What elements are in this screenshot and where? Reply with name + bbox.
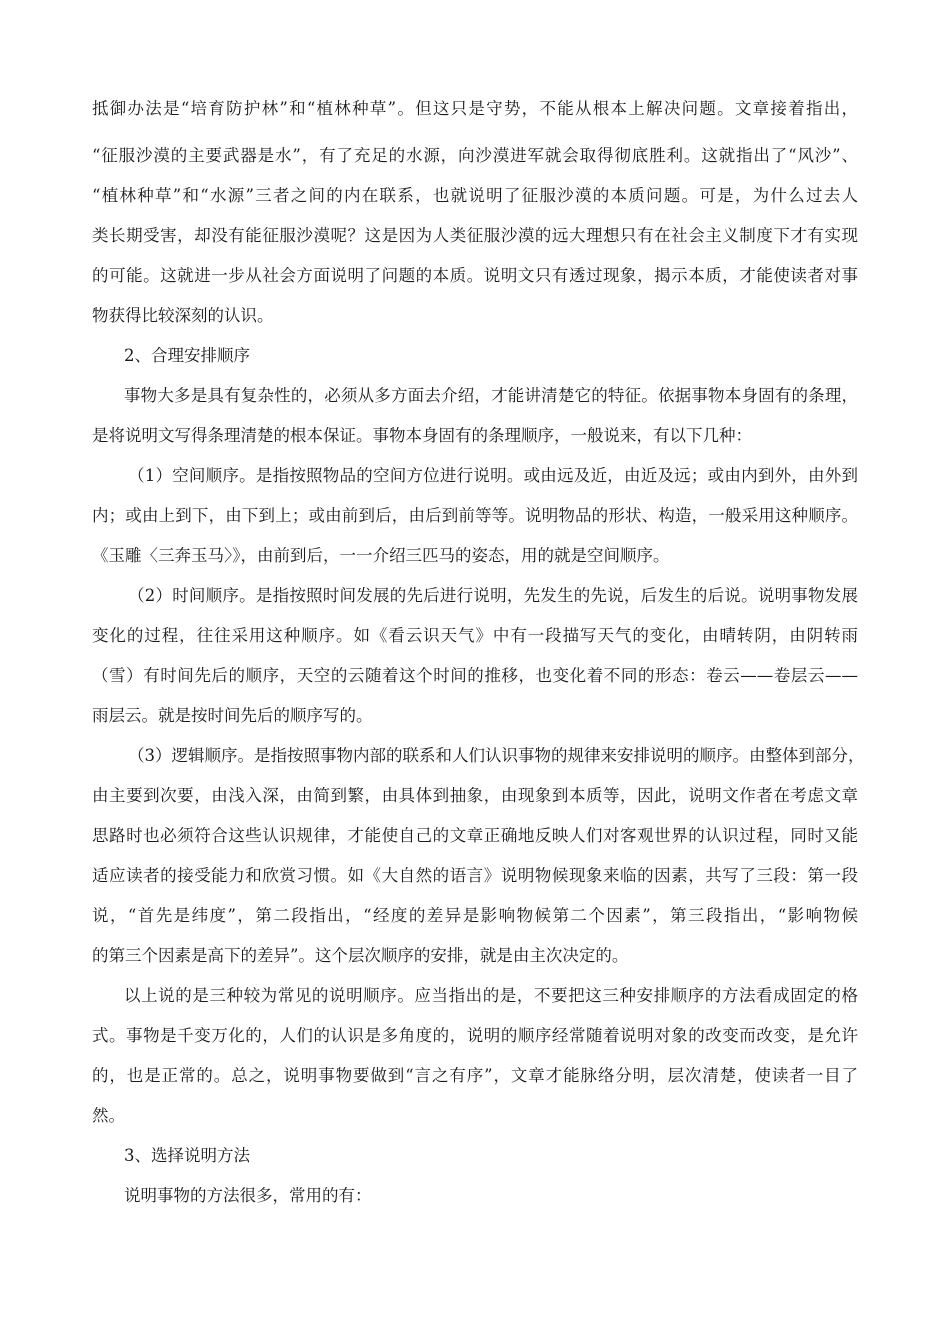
text-line: 事物大多是具有复杂性的，必须从多方面去介绍，才能讲清楚它的特征。依据事物本身固有的条理， bbox=[124, 386, 858, 405]
text-line: （3）逻辑顺序。是指按照事物内部的联系和人们认识事物的规律来安排说明的顺序。由整体到部分， bbox=[128, 746, 865, 765]
text-line: 是将说明文写得条理清楚的根本保证。事物本身固有的条理顺序，一般说来，有以下几种： bbox=[92, 426, 752, 445]
text-line: （2）时间顺序。是指按照时间发展的先后进行说明，先发生的先说，后发生的后说。说明事物发展 bbox=[128, 586, 858, 605]
text-line: 适应读者的接受能力和欣赏习惯。如《大自然的语言》说明物候现象来临的因素，共写了三段：第一段 bbox=[92, 866, 858, 885]
text-line: 类长期受害，却没有能征服沙漠呢？这是因为人类征服沙漠的远大理想只有在社会主义制度下才有实现 bbox=[92, 226, 858, 245]
text-line: 式。事物是千变万化的，人们的认识是多角度的，说明的顺序经常随着说明对象的改变而改变，是允许 bbox=[92, 1026, 858, 1045]
section-heading: 3、选择说明方法 bbox=[124, 1146, 250, 1165]
section-heading: 2、合理安排顺序 bbox=[124, 346, 250, 365]
text-line: 然。 bbox=[92, 1106, 125, 1125]
text-line: 的可能。这就进一步从社会方面说明了问题的本质。说明文只有透过现象，揭示本质，才能使读者对事 bbox=[92, 266, 858, 285]
text-line: 的，也是正常的。总之，说明事物要做到“言之有序”，文章才能脉络分明，层次清楚，使读者一目了 bbox=[92, 1066, 858, 1085]
text-line: 说，“首先是纬度”，第二段指出，“经度的差异是影响物候第二个因素”，第三段指出，“影响物候 bbox=[92, 906, 858, 925]
text-line: 思路时也必须符合这些认识规律，才能使自己的文章正确地反映人们对客观世界的认识过程，同时又能 bbox=[92, 826, 858, 845]
text-line: 雨层云。就是按时间先后的顺序写的。 bbox=[92, 706, 373, 725]
text-line: 《玉雕〈三奔玉马〉》，由前到后，一一介绍三匹马的姿态，用的就是空间顺序。 bbox=[92, 546, 670, 565]
text-line: 的第三个因素是高下的差异”。这个层次顺序的安排，就是由主次决定的。 bbox=[92, 946, 629, 965]
text-line: 变化的过程，往往采用这种顺序。如《看云识天气》中有一段描写天气的变化，由晴转阴，由阴转雨 bbox=[92, 626, 858, 645]
text-line: 抵御办法是“培育防护林”和“植林种草”。但这只是守势，不能从根本上解决问题。文章接着指出， bbox=[92, 99, 858, 118]
text-line: 物获得比较深刻的认识。 bbox=[92, 306, 274, 325]
text-line: “植林种草”和“水源”三者之间的内在联系，也就说明了征服沙漠的本质问题。可是，为什么过去人 bbox=[92, 186, 858, 205]
text-line: （雪）有时间先后的顺序，天空的云随着这个时间的推移，也变化着不同的形态：卷云——卷层云—— bbox=[92, 666, 858, 685]
text-line: （1）空间顺序。是指按照物品的空间方位进行说明。或由远及近，由近及远；或由内到外，由外到 bbox=[128, 466, 858, 485]
text-line: 内；或由上到下，由下到上；或由前到后，由后到前等等。说明物品的形状、构造，一般采用这种顺序。 bbox=[92, 506, 858, 525]
text-line: 说明事物的方法很多，常用的有： bbox=[124, 1186, 372, 1205]
text-line: 由主要到次要，由浅入深，由简到繁，由具体到抽象，由现象到本质等，因此，说明文作者在考虑文章 bbox=[92, 786, 858, 805]
text-line: 以上说的是三种较为常见的说明顺序。应当指出的是，不要把这三种安排顺序的方法看成固定的格 bbox=[124, 986, 858, 1005]
text-line: “征服沙漠的主要武器是水”，有了充足的水源，向沙漠进军就会取得彻底胜利。这就指出了“风沙”、 bbox=[92, 146, 858, 165]
